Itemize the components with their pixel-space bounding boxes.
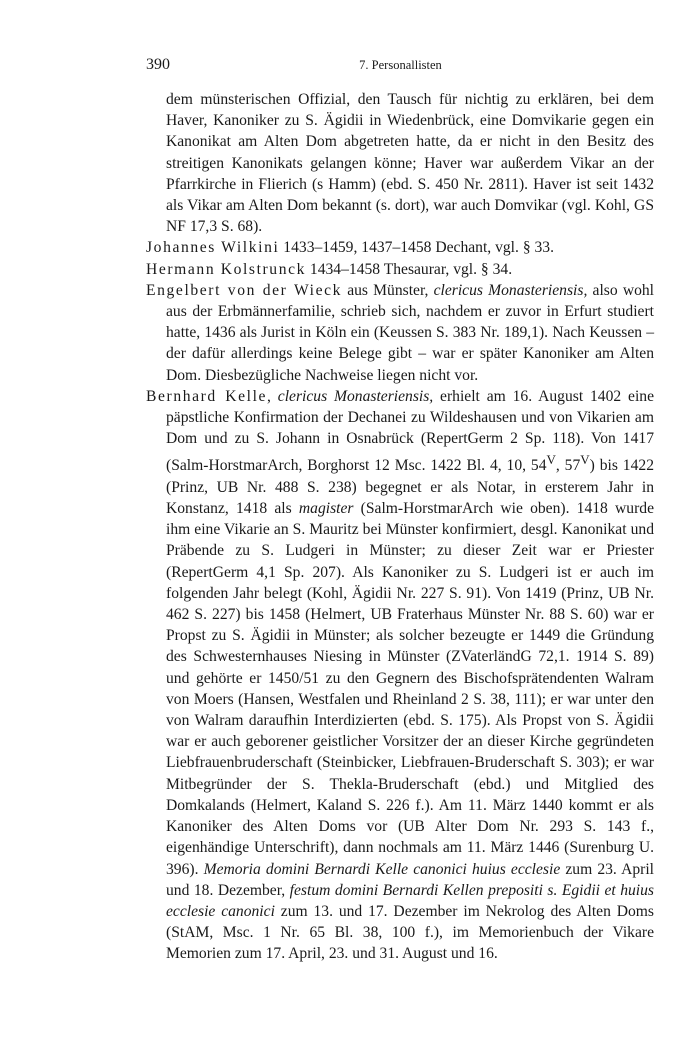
entry-engelbert-von-der-wieck [146,280,654,386]
superscript-verso: V [546,452,556,468]
person-name: Engelbert von der Wieck [146,281,343,299]
entry-johannes-wilkini [146,237,654,258]
person-name: Hermann Kolstrunck [146,260,307,278]
latin-term: clericus Monasteriensis, [277,387,434,405]
latin-quote: festum domini Bernardi Kellen prepositi s. Egidii et huius ecclesie canonici [166,881,654,920]
continuation-paragraph: dem münsterischen Offizial, den Tausch für nichtig zu erklären, bei dem Haver, Kanoniker zu S. Ägidii in Wiedenbrück, eine Domvikarie gegen ein Kanonikat am Alten Dom abgetreten hatte, da er nicht in den Besitz des streitigen Kanonikats gelangen könne; Haver war außerdem Vikar an der Pfarrkirche in Flierich (s Hamm) (ebd. S. 450 Nr. 2811). Haver ist seit 1432 als Vikar am Alten Dom bekannt (s. dort), war auch Domvikar (vgl. Kohl, GS NF 17,3 S. 68). [166,91,654,236]
entry-text: erhielt am 16. August 1402 eine päpstliche Konfirmation der Dechanei zu Wildeshausen und von Vikarien am Dom und zu S. Johann in Osnabrück (RepertGerm 2 Sp. 118). Von 1417 (Salm-HorstmarArch, Borghorst 12 Msc. 1422 Bl. 4, 10, 54 [166,387,655,475]
running-title: 7. Personallisten [359,58,442,72]
entry-text: zum 23. April und 18. Dezember, [166,860,654,899]
entry-text: 1433–1459, 1437–1458 Dechant, vgl. § 33. [279,239,555,257]
entry-text: aus Münster, [342,281,434,299]
entry-text: , [267,387,278,405]
entry-text: also wohl aus der Erbmännerfamilie, schrieb sich, nachdem er zuvor in Erfurt studiert hatte, 1436 als Jurist in Köln ein (Keussen S. 383 Nr. 189,1). Nach Keussen – der dafür allerdings keine Belege gibt – war er später Kanoniker am Alten Dom. Diesbezügliche Nachweise liegen nicht vor. [166,281,655,384]
person-name: Johannes Wilkini [146,239,280,257]
latin-quote: Memoria domini Bernardi Kelle canonici huius ecclesie [203,860,561,878]
page-number: 390 [146,56,170,73]
entry-text: (Salm-HorstmarArch wie oben). 1418 wurde ihm eine Vikarie an S. Mauritz bei Münster konfirmiert, desgl. Kanonikat und Präbende zu S. Ludgeri in Münster; zu dieser Zeit war er Priester (RepertGerm 4,1 Sp. 207). Als Kanoniker zu S. Ludgeri ist er auch im folgenden Jahr belegt (Kohl, Ägidii Nr. 227 S. 91). Von 1419 (Prinz, UB Nr. 462 S. 227) bis 1458 (Helmert, UB Fraterhaus Münster Nr. 88 S. 60) war er Propst zu S. Ägidii in Münster; als solcher bezeugte er 1449 die Gründung des Schwesternhauses Niesing in Münster (ZVaterländG 72,1. 1914 S. 89) und gehörte er 1450/51 zu den Gegnern des Bischofsprätendenten Walram von Moers (Hansen, Westfalen und Rheinland 2 S. 38, 111); er war unter den von Walram daraufhin Interdizierten (ebd. S. 175). Als Propst von S. Ägidii war er auch geborener geistlicher Vorsitzer der an dieser Kirche gegründeten Liebfrauenbruderschaft (Steinbicker, Liebfrauen-Bruderschaft S. 303); er war Mitbegründer der S. Thekla-Bruderschaft (ebd.) und Mitglied des Domkalands (Helmert, Kaland S. 226 f.). Am 11. März 1440 kommt er als Kanoniker des Alten Doms vor (UB Alter Dom Nr. 293 S. 143 f., eigenhändige Unterschrift), dann nochmals am 11. März 1446 (Surenburg U. 396). [166,500,655,878]
entry-text: ) bis 1422 (Prinz, UB Nr. 488 S. 238) begegnet er als Notar, in ersterem Jahr in Konstanz, 1418 als [166,457,654,518]
entry-bernhard-kelle [146,386,654,965]
entry-hermann-kolstrunck [146,259,654,280]
page-header [146,56,655,76]
superscript-verso: V [580,452,590,468]
latin-term: magister [298,500,354,518]
entry-text: 1434–1458 Thesaurar, vgl. § 34. [306,260,513,278]
latin-term: clericus Monasteriensis, [433,281,588,299]
page-body [146,89,654,965]
person-name: Bernhard Kelle [146,387,268,405]
entry-text: zum 13. und 17. Dezember im Nekrolog des Alten Doms (StAM, Msc. 1 Nr. 65 Bl. 38, 100 f.), im Memorienbuch der Vikare Memorien zum 17. April, 23. und 31. August und 16. [166,902,654,963]
entry-text: , 57 [555,457,581,475]
